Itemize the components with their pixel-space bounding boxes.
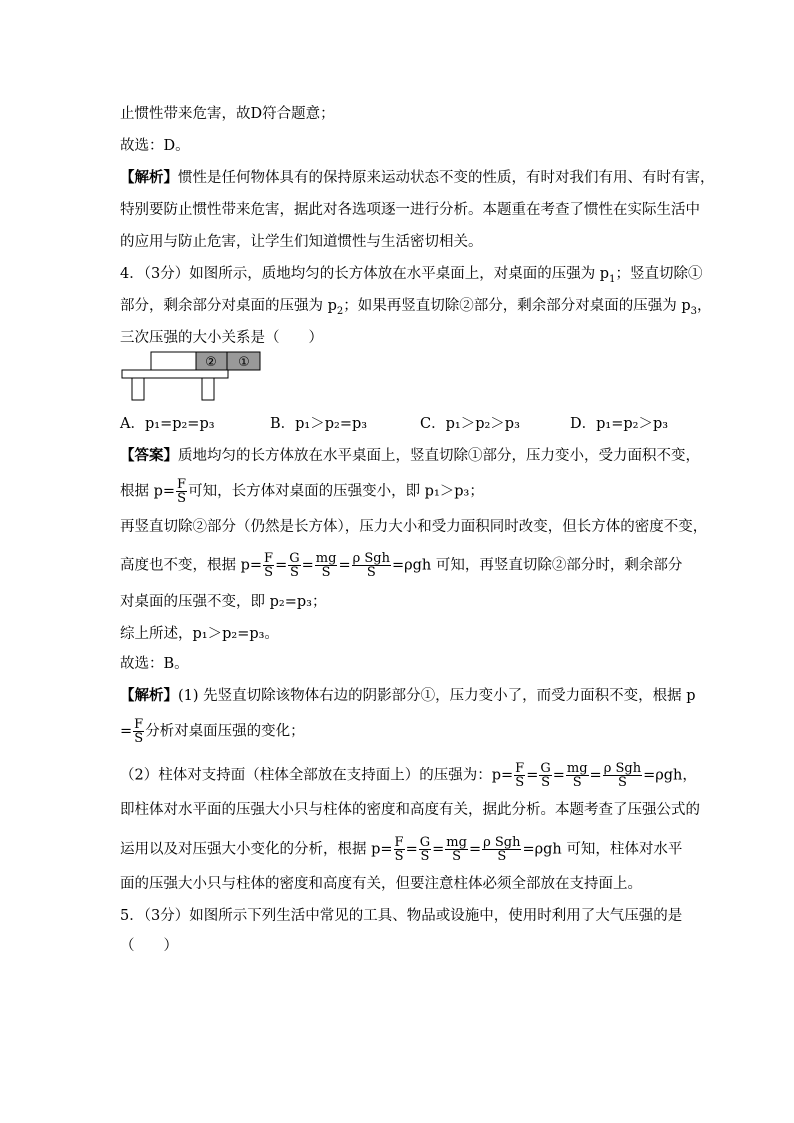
question-5-line: （ ） <box>120 938 178 954</box>
answer-line <box>120 446 700 466</box>
fraction: $\frac{mg}{S}$ <box>446 835 467 864</box>
fraction: $\frac{\text{ρ Sgh}}{S}$ <box>483 835 521 864</box>
answer-text: 质地均匀的长方体放在水平桌面上，竖直切除①部分，压力变小，受力面积不变， <box>178 448 700 464</box>
q4-text: ；竖直切除① <box>615 266 703 282</box>
analysis-line: 运用以及对压强大小变化的分析，根据 p= $\frac{F}{S}$ = $\frac{G}{S}$ = $\frac{mg}{S}$ = $\frac{\text{ρ Sgh}}{S}$ =ρgh 可知，柱体对水平 <box>120 835 683 864</box>
option-c[interactable]: C．p₁＞p₂＞p₃ <box>420 416 520 432</box>
label-2: ② <box>205 355 217 370</box>
option-d[interactable]: D．p₁=p₂＞p₃ <box>570 416 669 432</box>
q4-text: ；如果再竖直切除②部分，剩余部分对桌面的压强为 p <box>343 298 691 314</box>
table-leg-left <box>132 378 144 400</box>
answer-text: =ρgh 可知，再竖直切除②部分时，剩余部分 <box>391 557 683 574</box>
text-line: 特别要防止惯性带来危害，据此对各选项逐一进行分析。本题重在考查了惯性在实际生活中 <box>120 202 700 218</box>
fraction: $\frac{mg}{S}$ <box>315 551 337 580</box>
box-remaining <box>151 352 201 370</box>
analysis-text: 运用以及对压强大小变化的分析，根据 p= <box>120 841 393 858</box>
fraction: $\frac{G}{S}$ <box>540 761 551 790</box>
analysis-line <box>120 168 715 188</box>
text-line: 故选：D。 <box>120 138 190 154</box>
subscript: 1 <box>609 273 616 285</box>
answer-line: 故选：B。 <box>120 656 189 672</box>
fraction-f-over-s: $\frac{F}{S}$ <box>177 477 187 506</box>
answer-text: 根据 p= <box>120 483 176 500</box>
analysis-text: (1) 先竖直切除该物体右边的阴影部分①，压力变小了，而受力面积不变，根据 p <box>178 688 696 704</box>
analysis-text: =ρgh 可知，柱体对水平 <box>522 841 683 858</box>
q4-text: 部分，剩余部分对桌面的压强为 p <box>120 298 337 314</box>
analysis-text: （2）柱体对支持面（柱体全部放在支持面上）的压强为：p= <box>120 767 514 784</box>
q4-text: 4．（3分）如图所示，质地均匀的长方体放在水平桌面上，对桌面的压强为 p <box>120 266 610 282</box>
answer-line: 高度也不变，根据 p= $\frac{F}{S}$ = $\frac{G}{S}$ = $\frac{mg}{S}$ = $\frac{\text{ρ Sgh}}{S}$ =ρgh 可知，再竖直切除②部分时，剩余部分 <box>120 551 683 580</box>
question-5-line: 5．（3分）如图所示下列生活中常见的工具、物品或设施中，使用时利用了大气压强的是 <box>120 908 683 924</box>
answer-line: 综上所述，p₁＞p₂=p₃。 <box>120 626 279 642</box>
question-4-line: 三次压强的大小关系是（ ） <box>120 330 323 346</box>
option-b[interactable]: B．p₁＞p₂=p₃ <box>270 416 368 432</box>
answer-text: 高度也不变，根据 p= <box>120 557 263 574</box>
options-row <box>120 414 680 434</box>
block-on-table-figure <box>118 348 268 404</box>
subscript: 3 <box>690 305 698 317</box>
label-1: ① <box>238 355 250 370</box>
subscript: 2 <box>336 305 344 317</box>
analysis-text: =ρgh， <box>643 767 697 784</box>
question-4-line <box>120 296 712 322</box>
analysis-line: 即柱体对水平面的压强大小只与柱体的密度和高度有关，据此分析。本题考查了压强公式的 <box>120 802 700 818</box>
analysis-line: 面的压强大小只与柱体的密度和高度有关，但要注意柱体必须全部放在支持面上。 <box>120 876 642 892</box>
answer-line <box>120 478 484 505</box>
analysis-line <box>120 686 696 706</box>
answer-line: 对桌面的压强不变，即 p₂=p₃； <box>120 594 327 610</box>
fraction: $\frac{mg}{S}$ <box>566 761 588 790</box>
fraction: $\frac{G}{S}$ <box>419 835 431 864</box>
fraction: $\frac{\text{ρ Sgh}}{S}$ <box>603 761 642 790</box>
answer-line: 再竖直切除②部分（仍然是长方体），压力大小和受力面积同时改变，但长方体的密度不变， <box>120 519 708 535</box>
fraction: $\frac{F}{S}$ <box>134 717 144 746</box>
analysis-text: 惯性是任何物体具有的保持原来运动状态不变的性质，有时对我们有用、有时有害， <box>178 170 715 186</box>
fraction: $\frac{F}{S}$ <box>264 551 274 580</box>
analysis-tag: 【解析】 <box>120 687 178 704</box>
text-line: 止惯性带来危害，故D符合题意； <box>120 106 335 122</box>
question-4-line <box>120 264 702 290</box>
fraction: $\frac{G}{S}$ <box>289 551 300 580</box>
analysis-line: （2）柱体对支持面（柱体全部放在支持面上）的压强为：p= $\frac{F}{S}$ = $\frac{G}{S}$ = $\frac{mg}{S}$ = $\frac{\text{ρ Sgh}}{S}$ =ρgh， <box>120 761 697 790</box>
q4-text: ， <box>697 298 712 314</box>
fraction: $\frac{F}{S}$ <box>394 835 404 864</box>
option-a[interactable]: A．p₁=p₂=p₃ <box>120 416 215 432</box>
tabletop <box>122 370 228 378</box>
table-leg-right <box>202 378 214 400</box>
answer-text: 可知，长方体对桌面的压强变小，即 p₁＞p₃； <box>188 483 484 500</box>
analysis-line: = $\frac{F}{S}$ 分析对桌面压强的变化； <box>120 717 305 746</box>
analysis-text: 分析对桌面压强的变化； <box>145 723 305 740</box>
fraction: $\frac{\text{ρ Sgh}}{S}$ <box>352 551 390 580</box>
fraction: $\frac{F}{S}$ <box>515 761 525 790</box>
answer-tag: 【答案】 <box>120 447 178 464</box>
text-line: 的应用与防止危害，让学生们知道惯性与生活密切相关。 <box>120 234 483 250</box>
analysis-tag: 【解析】 <box>120 169 178 186</box>
